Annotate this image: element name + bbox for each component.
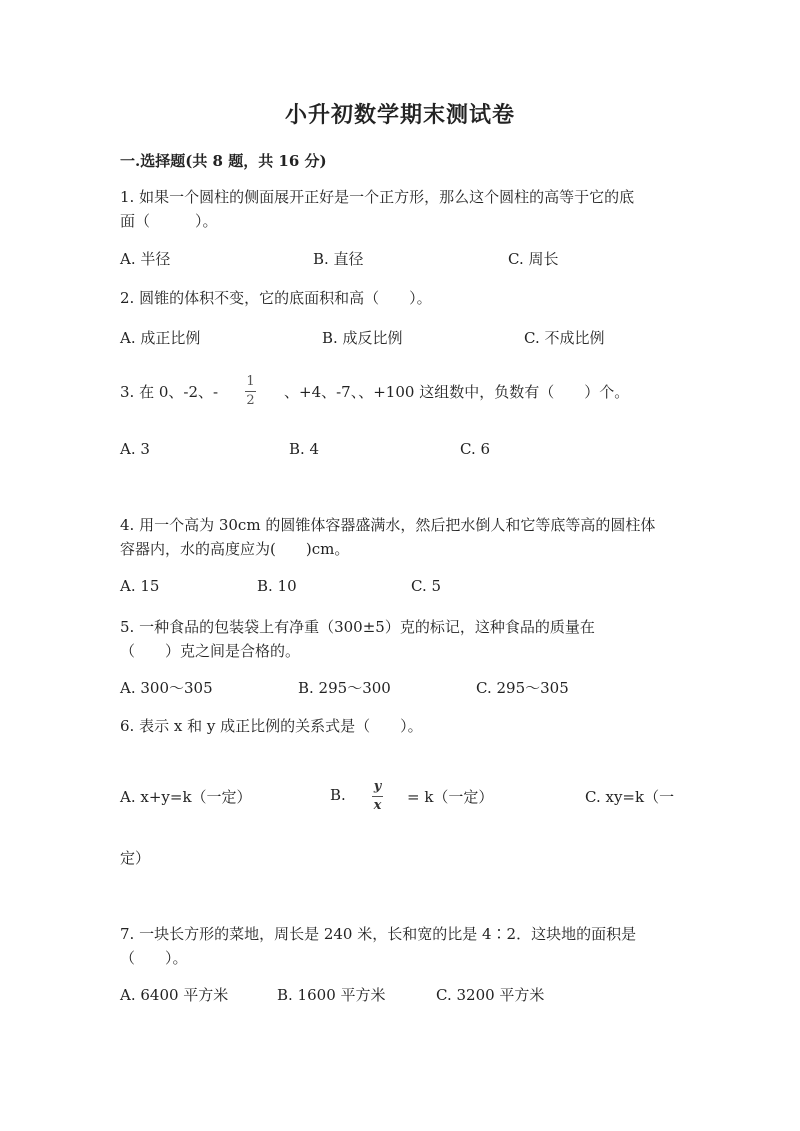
question-7-option-b[interactable]: B. 1600 平方米 [277,986,386,1004]
question-1-option-c[interactable]: C. 周长 [508,250,559,268]
question-4-option-a[interactable]: A. 15 [120,577,160,595]
question-4-line-2: 容器内，水的高度应为( )cm。 [120,540,350,558]
question-4-line-1: 4. 用一个高为 30cm 的圆锥体容器盛满水，然后把水倒人和它等底等高的圆柱体 [120,516,656,534]
question-5-option-a[interactable]: A. 300～305 [120,679,213,697]
question-7-text [120,922,636,970]
fraction-numerator: y [373,779,382,794]
question-3-option-a[interactable]: A. 3 [120,440,150,458]
question-5-option-c[interactable]: C. 295～305 [476,679,569,697]
question-7-option-c[interactable]: C. 3200 平方米 [436,986,545,1004]
question-5-option-b[interactable]: B. 295～300 [298,679,391,697]
question-3-prefix: 3. 在 0、-2、- [120,383,219,401]
question-6-option-c[interactable]: C. xy=k（一 [585,788,675,806]
question-5-line-1: 5. 一种食品的包装袋上有净重（300±5）克的标记，这种食品的质量在 [120,618,595,636]
fraction-y-over-x [372,780,383,813]
fraction-one-half [245,375,256,408]
question-1-text [120,185,634,233]
question-7-line-2: （ ）。 [120,949,188,967]
question-5-line-2: （ ）克之间是合格的。 [120,642,301,660]
fraction-numerator: 1 [246,374,255,389]
question-7-line-1: 7. 一块长方形的菜地，周长是 240 米，长和宽的比是 4∶2．这块地的面积是 [120,925,637,943]
question-1-line-1: 1. 如果一个圆柱的侧面展开正好是一个正方形，那么这个圆柱的高等于它的底 [120,188,635,206]
question-6-option-a[interactable]: A. x+y=k（一定） [120,788,252,806]
question-1-option-a[interactable]: A. 半径 [120,250,171,268]
question-1-option-b[interactable]: B. 直径 [313,250,364,268]
question-1-line-2: 面（ ）。 [120,212,218,230]
question-6-option-b-equation: = k（一定） [407,788,494,806]
question-2-option-c[interactable]: C. 不成比例 [524,329,605,347]
question-2-text: 2. 圆锥的体积不变，它的底面积和高（ ）。 [120,289,432,307]
fraction-denominator: x [373,798,382,813]
fraction-bar [372,796,383,797]
question-7-option-a[interactable]: A. 6400 平方米 [120,986,229,1004]
question-6-text: 6. 表示 x 和 y 成正比例的关系式是（ ）。 [120,717,423,735]
question-2-option-a[interactable]: A. 成正比例 [120,329,201,347]
question-5-text [120,615,595,663]
question-6-option-c-continued: 定） [120,849,151,867]
fraction-denominator: 2 [246,393,255,408]
question-2-option-b[interactable]: B. 成反比例 [322,329,403,347]
question-3-option-b[interactable]: B. 4 [289,440,320,458]
question-4-option-b[interactable]: B. 10 [257,577,297,595]
question-3-option-c[interactable]: C. 6 [460,440,491,458]
fraction-bar [245,391,256,392]
question-6-option-b-label[interactable]: B. [330,786,346,804]
question-4-text [120,513,655,561]
section-heading: 一.选择题(共 8 题，共 16 分) [120,152,327,170]
page-title: 小升初数学期末测试卷 [284,102,515,128]
question-3-suffix: 、+4、-7、、+100 这组数中，负数有（ ）个。 [284,383,630,401]
question-4-option-c[interactable]: C. 5 [411,577,442,595]
